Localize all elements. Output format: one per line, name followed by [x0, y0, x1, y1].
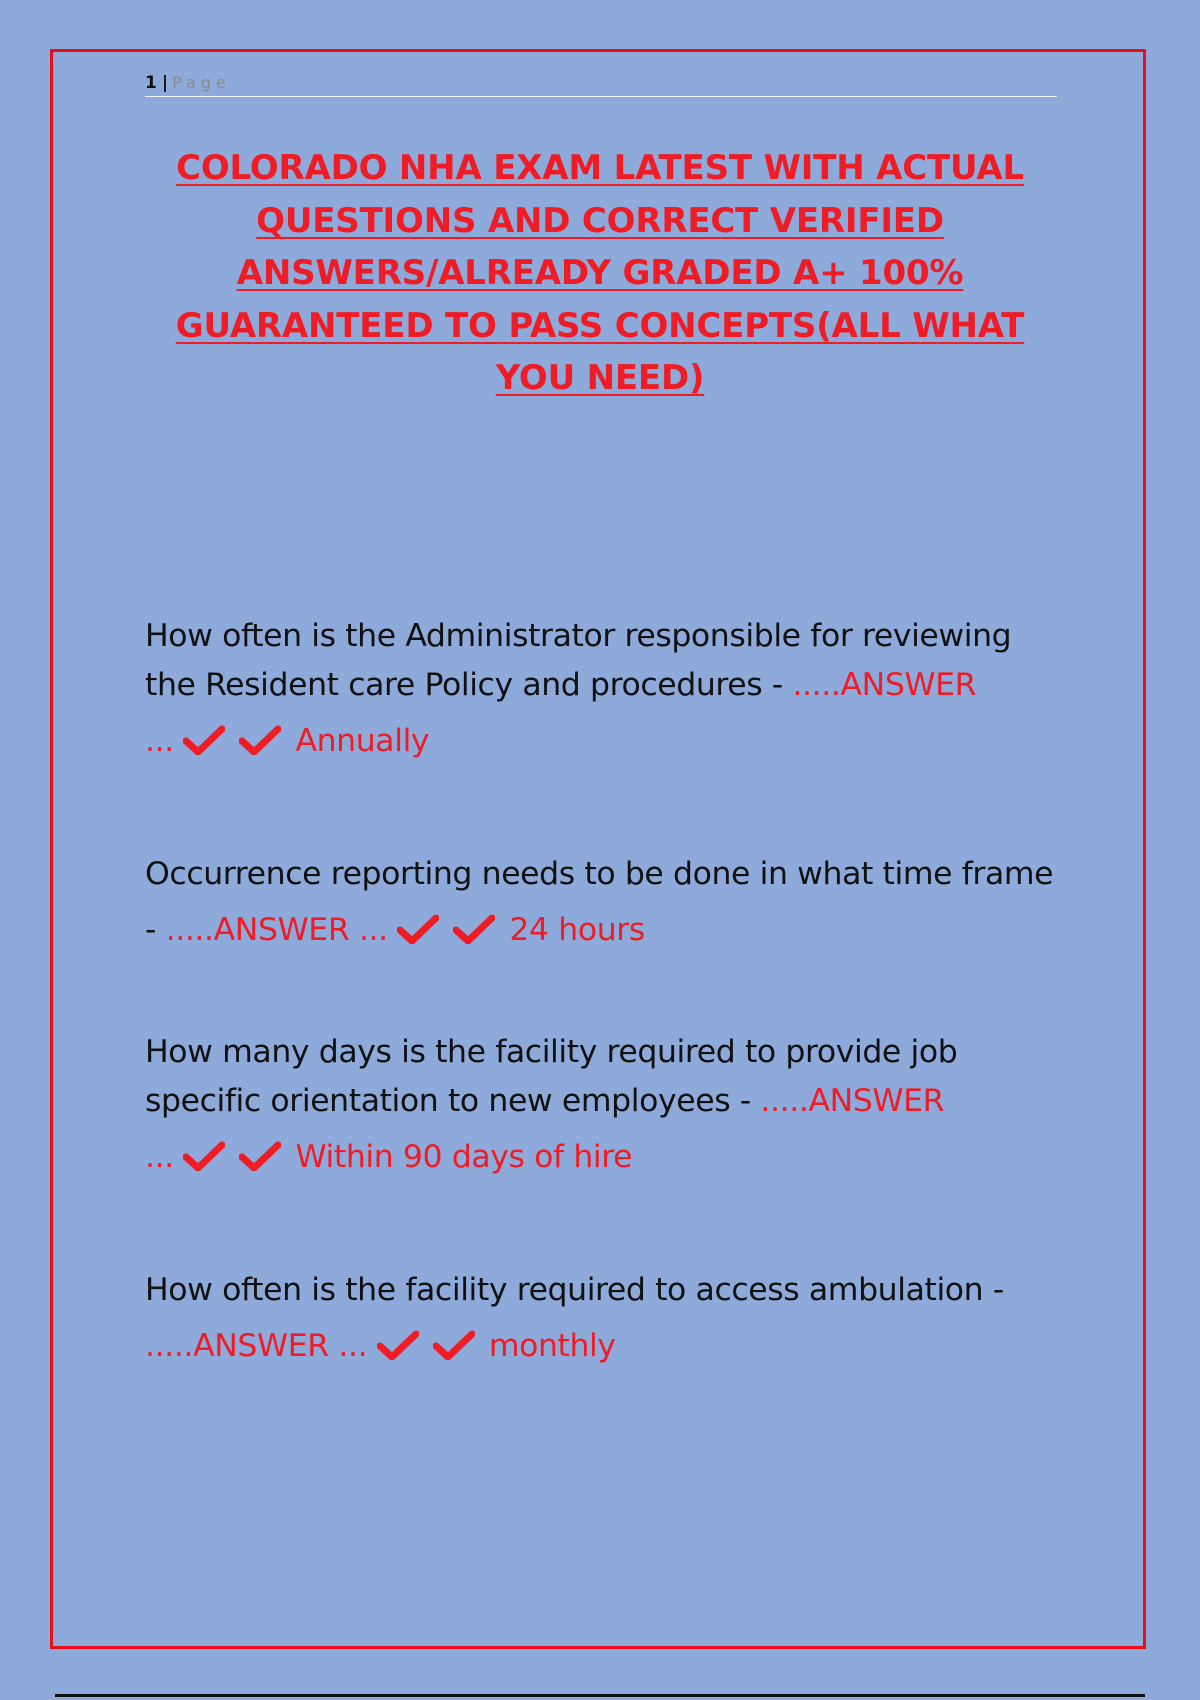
document-title: COLORADO NHA EXAM LATEST WITH ACTUAL QUESTIONS AND CORRECT VERIFIED ANSWERS/ALREADY GRADED A+ 100% GUARANTEED TO PASS CONCEPTS(ALL WHAT YOU NEED)	[175, 148, 1025, 398]
bottom-rule	[55, 1694, 1145, 1697]
qa-item	[145, 1028, 1065, 1182]
answer-text: Within 90 days of hire	[295, 1139, 633, 1175]
question-text: How many days is the facility required to provide job specific orientation to new employees -	[145, 1034, 958, 1119]
question-text: How often is the facility required to access ambulation -	[145, 1272, 1004, 1308]
answer-dots: ...	[338, 1328, 368, 1364]
checkmark-icon	[239, 725, 281, 755]
page-label: Page	[172, 73, 231, 92]
checkmark-icon	[183, 725, 225, 755]
qa-item	[145, 1262, 1065, 1374]
page-separator: |	[161, 73, 169, 93]
page-header	[145, 70, 1057, 97]
checkmark-icon	[433, 1330, 475, 1360]
answer-dots: ...	[358, 912, 388, 948]
answer-text: Annually	[295, 723, 430, 759]
answer-text: monthly	[488, 1328, 616, 1364]
checkmark-icon	[453, 914, 495, 944]
answer-label: .....ANSWER	[792, 667, 977, 703]
page-number: 1	[145, 73, 157, 93]
answer-text: 24 hours	[509, 912, 645, 948]
checkmark-icon	[183, 1141, 225, 1171]
answer-label: .....ANSWER	[145, 1328, 329, 1364]
qa-item	[145, 612, 1065, 766]
answer-dots: ...	[145, 723, 174, 759]
checkmark-icon	[377, 1330, 419, 1360]
answer-dots: ...	[145, 1139, 174, 1175]
question-text: Occurrence reporting needs to be done in what time frame -	[145, 856, 1054, 948]
checkmark-icon	[239, 1141, 281, 1171]
answer-label: .....ANSWER	[760, 1083, 945, 1119]
answer-label: .....ANSWER	[165, 912, 350, 948]
qa-item	[145, 846, 1065, 958]
question-text: How often is the Administrator responsible for reviewing the Resident care Policy and procedures -	[145, 618, 1012, 703]
checkmark-icon	[397, 914, 439, 944]
